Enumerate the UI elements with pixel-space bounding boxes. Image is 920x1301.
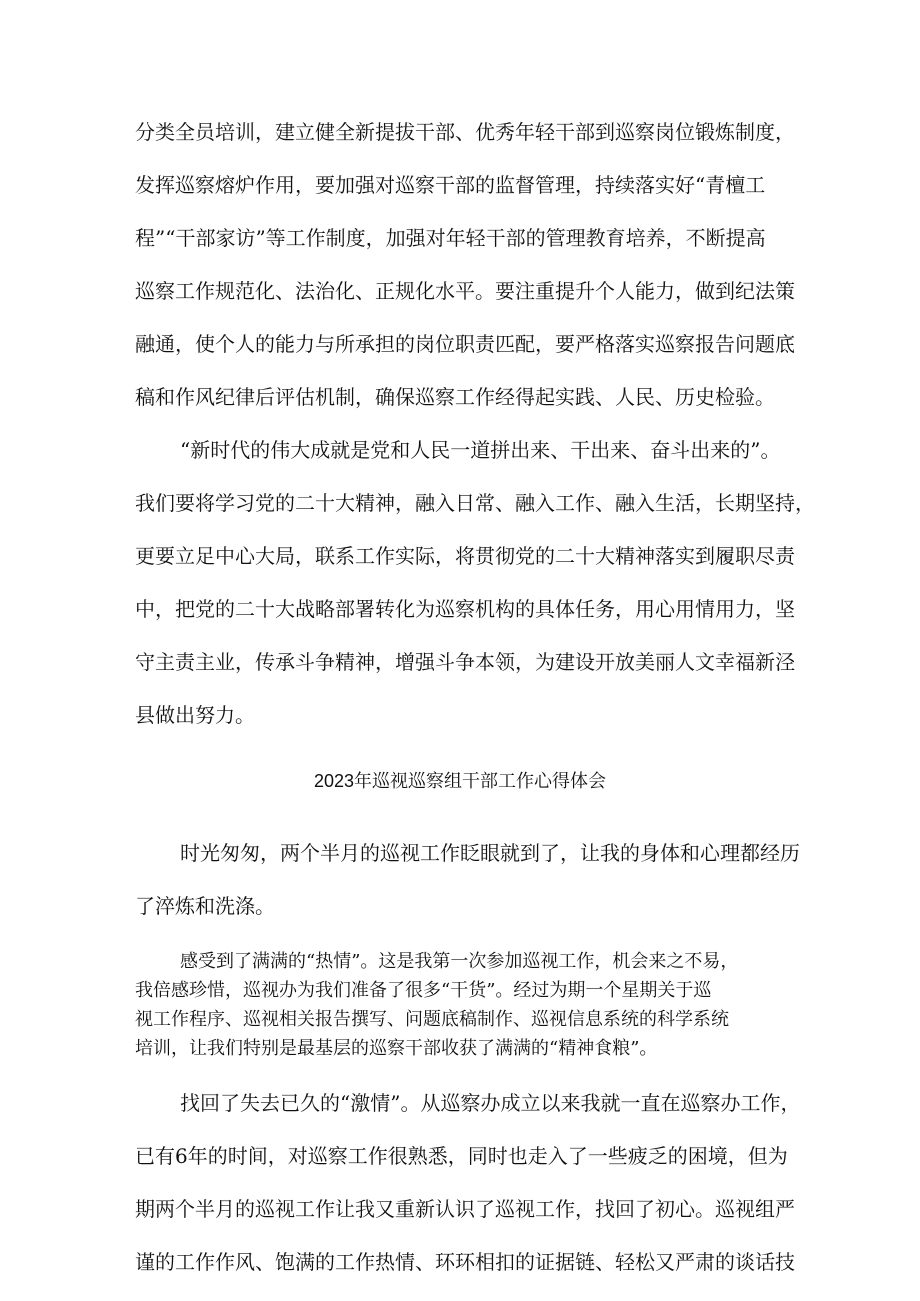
paragraph-line: 巡察工作规范化、法治化、正规化水平。要注重提升个人能力，做到纪法策 [135, 279, 795, 303]
paragraph-line: 谨的工作作风、饱满的工作热情、环环相扣的证据链、轻松又严肃的谈话技 [135, 1250, 795, 1274]
paragraph-line: 培训，让我们特别是最基层的巡察干部收获了满满的“精神食粮”。 [135, 1038, 658, 1059]
paragraph-line: 找回了失去已久的“激情”。从巡察办成立以来我就一直在巡察办工作， [180, 1091, 801, 1115]
paragraph-line: 时光匆匆，两个半月的巡视工作眨眼就到了，让我的身体和心理都经历 [180, 841, 800, 865]
paragraph-line: 稿和作风纪律后评估机制，确保巡察工作经得起实践、人民、历史检验。 [135, 385, 775, 409]
paragraph-line: 发挥巡察熔炉作用，要加强对巡察干部的监督管理，持续落实好“青檀工 [135, 173, 766, 197]
paragraph-line: 中，把党的二十大战略部署转化为巡察机构的具体任务，用心用情用力，坚 [135, 597, 795, 621]
paragraph-line: 我们要将学习党的二十大精神，融入日常、融入工作、融入生活，长期坚持， [135, 491, 815, 515]
paragraph-line: 分类全员培训，建立健全新提拔干部、优秀年轻干部到巡察岗位锻炼制度， [135, 120, 795, 144]
paragraph-line: 守主责主业，传承斗争精神，增强斗争本领，为建设开放美丽人文幸福新泾 [135, 650, 795, 674]
paragraph-line: 融通，使个人的能力与所承担的岗位职责匹配，要严格落实巡察报告问题底 [135, 332, 795, 356]
paragraph-line: 更要立足中心大局，联系工作实际，将贯彻党的二十大精神落实到履职尽责 [135, 544, 795, 568]
paragraph-line: 县做出努力。 [135, 703, 255, 727]
paragraph-line: 了淬炼和洗涤。 [135, 894, 275, 918]
paragraph-line: 感受到了满满的“热情”。这是我第一次参加巡视工作，机会来之不易， [180, 951, 739, 972]
paragraph-line: 期两个半月的巡视工作让我又重新认识了巡视工作，找回了初心。巡视组严 [135, 1197, 795, 1221]
paragraph-line: “新时代的伟大成就是党和人民一道拼出来、干出来、奋斗出来的”。 [180, 438, 781, 462]
article-title: 2023年巡视巡察组干部工作心得体会 [313, 771, 607, 791]
paragraph-line: 已有6年的时间，对巡察工作很熟悉，同时也走入了一些疲乏的困境，但为 [135, 1144, 788, 1168]
paragraph-line: 视工作程序、巡视相关报告撰写、问题底稿制作、巡视信息系统的科学系统 [135, 1009, 729, 1030]
paragraph-line: 我倍感珍惜，巡视办为我们准备了很多“干货”。经过为期一个星期关于巡 [135, 980, 712, 1001]
paragraph-line: 程”“干部家访”等工作制度，加强对年轻干部的管理教育培养，不断提高 [135, 226, 766, 250]
